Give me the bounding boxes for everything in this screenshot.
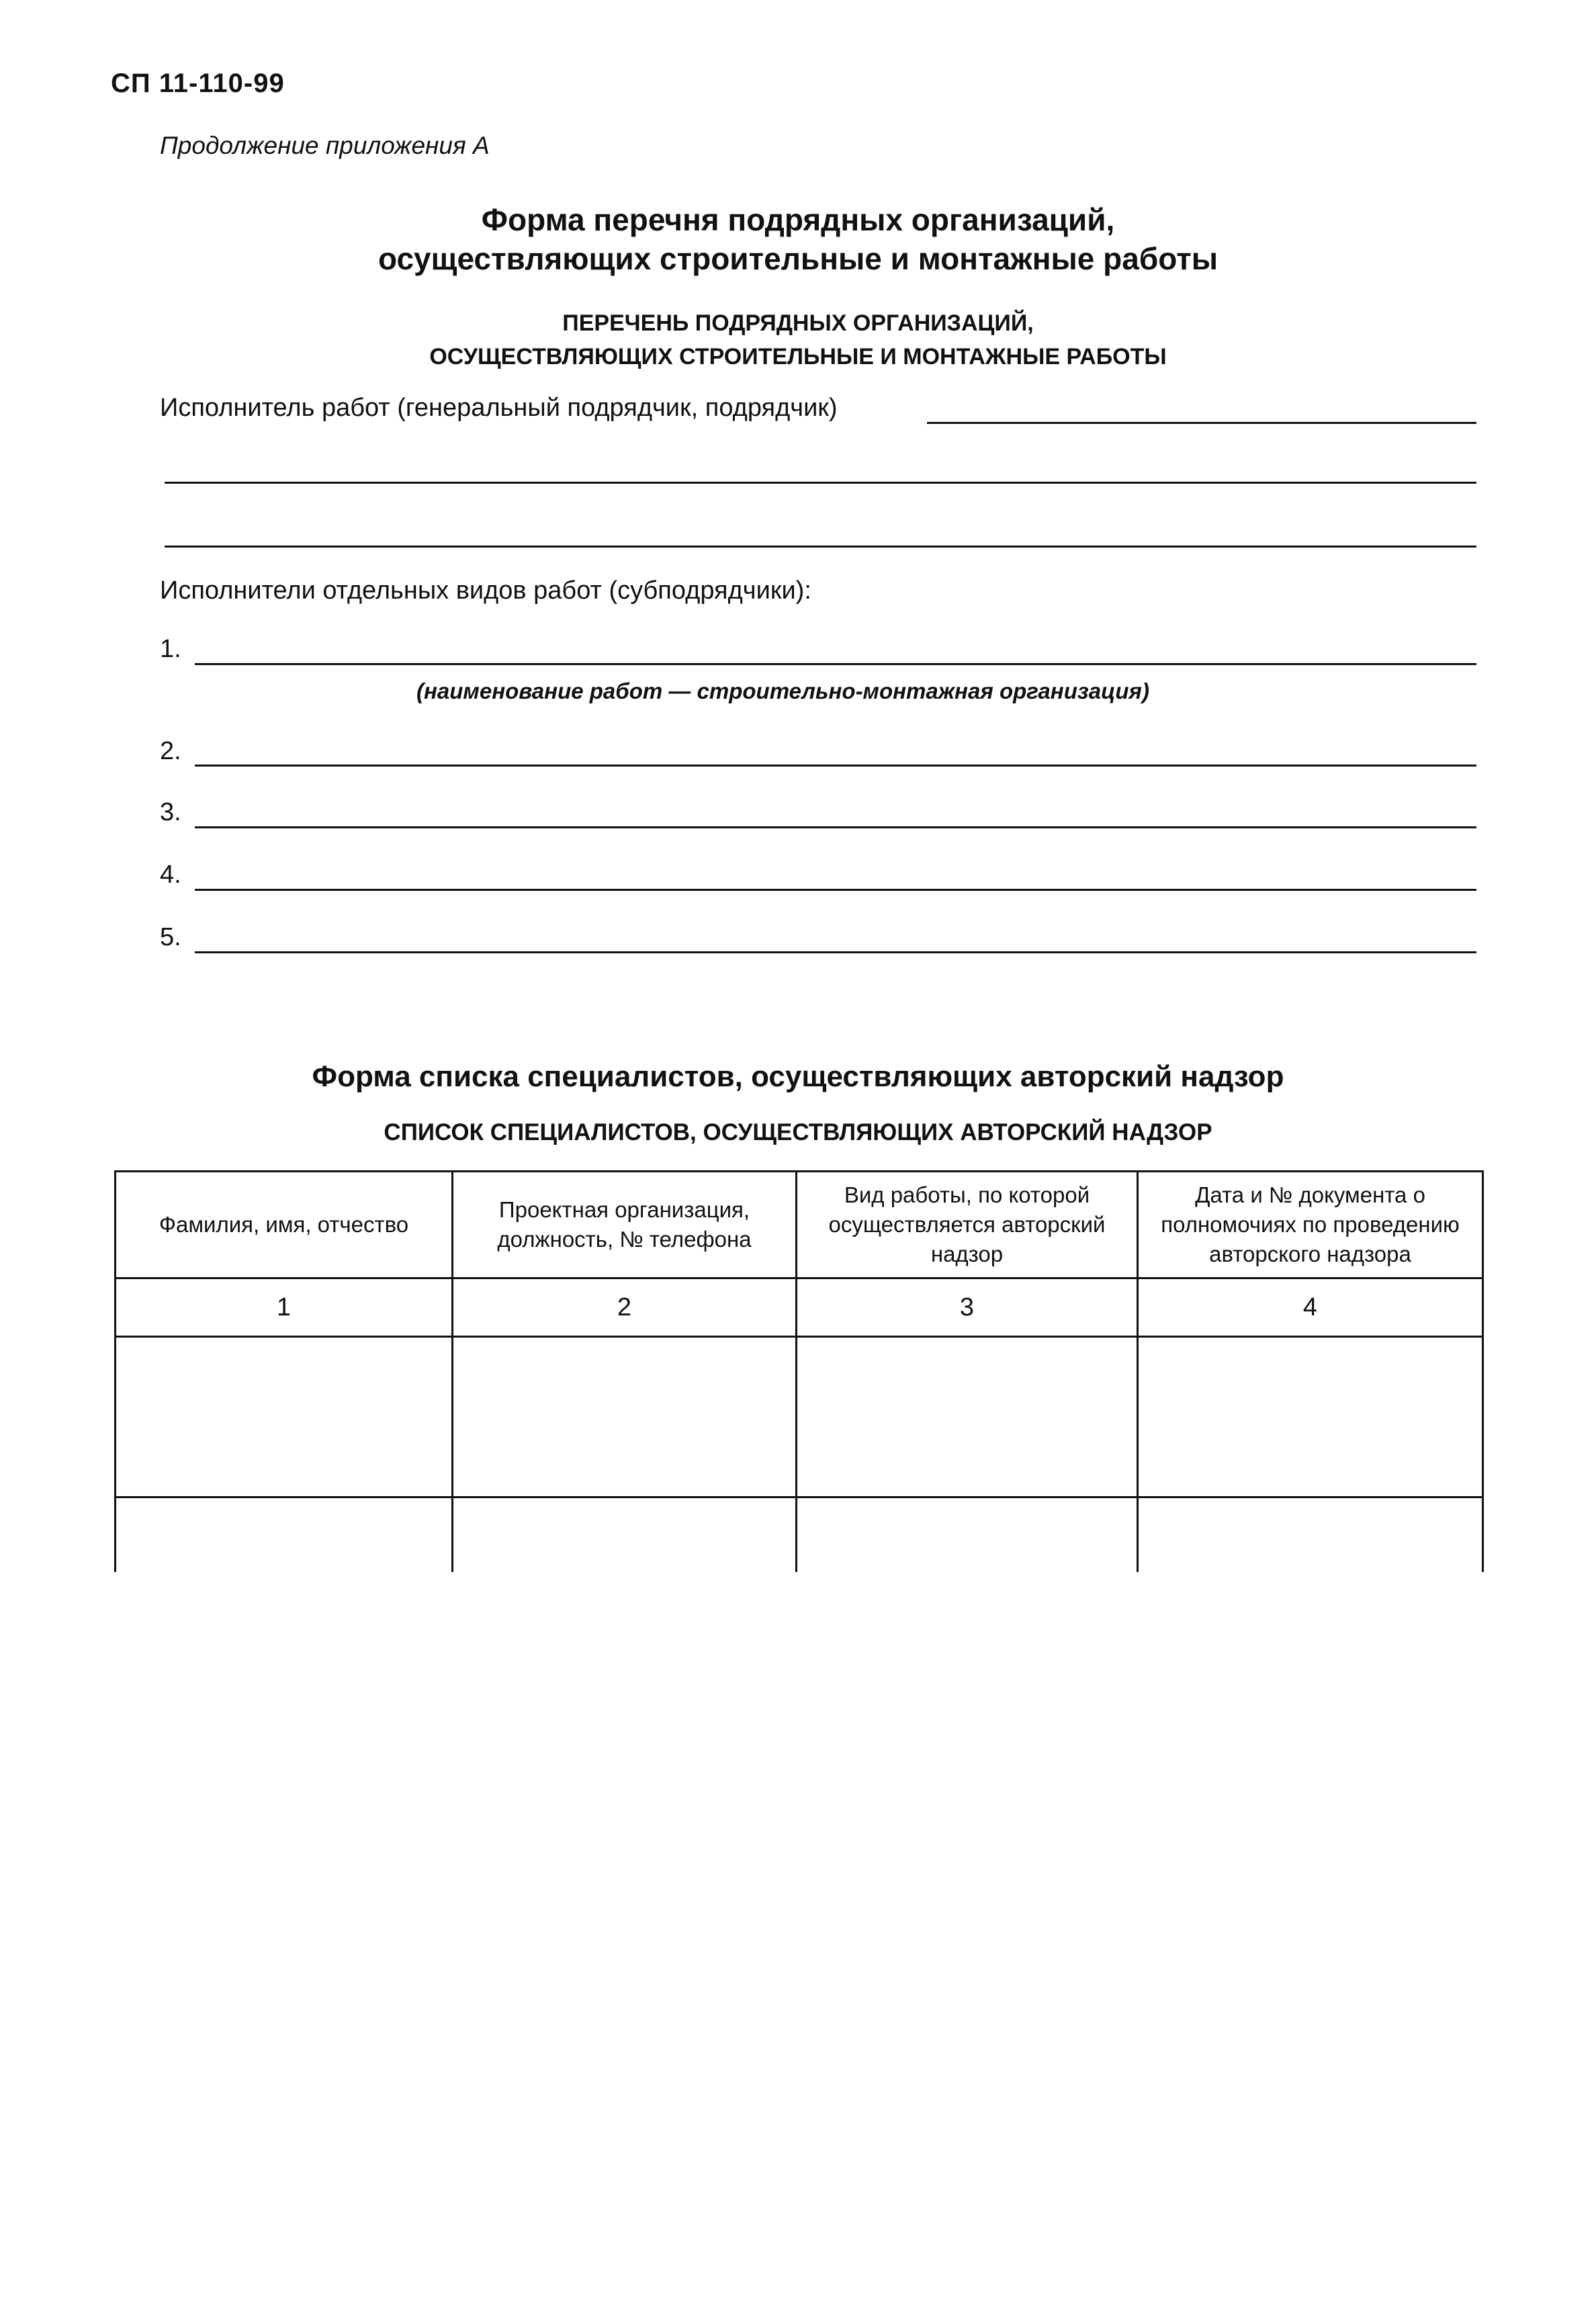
table-row [116,1337,1483,1497]
document-code: СП 11-110-99 [111,69,285,98]
specialists-table [114,1170,1484,1572]
item-hint: (наименование работ — строительно-монтажная организация) [416,679,1149,703]
form1-title [0,200,1596,278]
executor-extra-line-2[interactable] [165,546,1476,548]
table-cell[interactable] [116,1497,453,1573]
item-line-2[interactable] [195,765,1476,767]
form1-subtitle-line1: ПЕРЕЧЕНЬ ПОДРЯДНЫХ ОРГАНИЗАЦИЙ, [562,310,1034,336]
table-cell[interactable] [453,1497,797,1573]
table-row [116,1497,1483,1573]
executor-extra-line-1[interactable] [165,482,1476,484]
column-header-organization: Проектная организация, должность, № телефона [453,1172,797,1278]
table-cell[interactable] [453,1337,797,1497]
column-number-4: 4 [1138,1278,1483,1337]
item-number-4: 4. [160,861,181,889]
form2-subtitle: СПИСОК СПЕЦИАЛИСТОВ, ОСУЩЕСТВЛЯЮЩИХ АВТОРСКИЙ НАДЗОР [384,1119,1212,1145]
subcontractors-label: Исполнители отдельных видов работ (субподрядчики): [160,576,811,605]
item-number-2: 2. [160,737,181,765]
form1-subtitle [0,306,1596,374]
item-line-4[interactable] [195,889,1476,891]
form1-title-line1: Форма перечня подрядных организаций, [481,202,1115,237]
executor-label: Исполнитель работ (генеральный подрядчик, подрядчик) [160,394,838,422]
column-header-name: Фамилия, имя, отчество [116,1172,453,1278]
column-number-1: 1 [116,1278,453,1337]
column-number-3: 3 [797,1278,1138,1337]
column-number-2: 2 [453,1278,797,1337]
table-cell[interactable] [116,1337,453,1497]
item-line-5[interactable] [195,951,1476,953]
form1-subtitle-line2: ОСУЩЕСТВЛЯЮЩИХ СТРОИТЕЛЬНЫЕ И МОНТАЖНЫЕ РАБОТЫ [429,344,1167,370]
item-line-3[interactable] [195,826,1476,828]
form2-title: Форма списка специалистов, осуществляющих авторский надзор [312,1060,1284,1093]
item-line-1[interactable] [195,663,1476,665]
column-header-document: Дата и № документа о полномочиях по проведению авторского надзора [1138,1172,1483,1278]
column-number-row [116,1278,1483,1337]
executor-field-line[interactable] [927,422,1476,424]
item-number-5: 5. [160,923,181,951]
item-number-3: 3. [160,798,181,826]
column-header-work-type: Вид работы, по которой осуществляется авторский надзор [797,1172,1138,1278]
item-number-1: 1. [160,635,181,663]
table-cell[interactable] [797,1337,1138,1497]
continuation-note: Продолжение приложения А [160,132,490,159]
table-cell[interactable] [1138,1497,1483,1573]
table-header-row [116,1172,1483,1278]
form1-title-line2: осуществляющих строительные и монтажные работы [378,241,1218,276]
table-cell[interactable] [797,1497,1138,1573]
table-cell[interactable] [1138,1337,1483,1497]
